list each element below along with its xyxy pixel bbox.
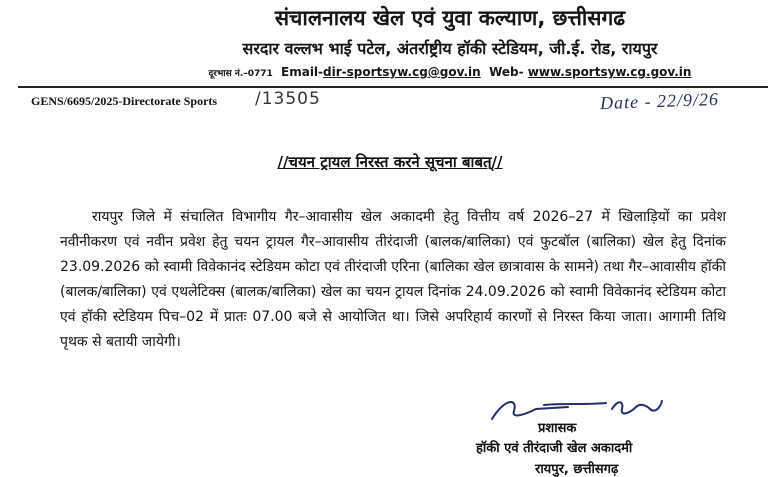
reference-number: GENS/6695/2025-Directorate Sports xyxy=(31,94,218,108)
email-label: Email- xyxy=(281,65,324,79)
email-link[interactable]: dir-sportsyw.cg@gov.in xyxy=(323,65,481,79)
signature-image xyxy=(484,395,674,425)
organization-address: सरदार वल्लभ भाई पटेल, अंतर्राष्ट्रीय हॉकी स्टेडियम, जी.ई. रोड, रायपुर xyxy=(242,39,658,58)
signatory-academy: हॉकी एवं तीरंदाजी खेल अकादमी xyxy=(476,441,633,456)
subject-text: //चयन ट्रायल निरस्त करने सूचना बाबत्// xyxy=(277,153,503,171)
body-paragraph xyxy=(60,205,726,355)
handwritten-number: /13505 xyxy=(255,89,321,109)
contact-line xyxy=(60,65,780,79)
subject-line xyxy=(0,152,780,172)
signatory-place: रायपुर, छत्तीसगढ़ xyxy=(535,462,619,477)
body-text: रायपुर जिले में संचालित विभागीय गैर–आवासीय खेल अकादमी हेतु वित्तीय वर्ष 2026–27 में खिलाड़ियों का प्रवेश नवीनीकरण एवं नवीन प्रवेश हेतु चयन ट्रायल गैर–आवासीय तीरंदाजी (बालक/बालिका) एवं फुटबॉल (बालिका) खेल हेतु दिनांक 23.09.2026 को स्वामी विवेकानंद स्टेडियम कोटा एवं तीरंदाजी एरिना (बालिका खेल छात्रावास के सामने) तथा गैर–आवासीय हॉकी (बालक/बालिका) एवं एथलेटिक्स (बालक/बालिका) खेल का चयन ट्रायल दिनांक 24.09.2026 को स्वामी विवेकानंद स्टेडियम कोटा एवं हॉकी स्टेडियम पिच–02 में प्रातः 07.00 बजे से आयोजित था। जिसे अपरिहार्य कारणों से निरस्त किया जाता। आगामी तिथि पृथक से बतायी जायेगी। xyxy=(60,209,726,350)
handwritten-date: Date - 22/9/26 xyxy=(599,88,720,114)
header-divider xyxy=(18,86,768,88)
signatory-designation: प्रशासक xyxy=(538,421,577,436)
organization-name: संचालनालय खेल एवं युवा कल्याण, छत्तीसगढ xyxy=(274,6,626,30)
phone-label: दूरभास नं.–0771 xyxy=(208,69,273,79)
web-label: Web- xyxy=(489,65,524,79)
web-link[interactable]: www.sportsyw.cg.gov.in xyxy=(527,65,692,79)
